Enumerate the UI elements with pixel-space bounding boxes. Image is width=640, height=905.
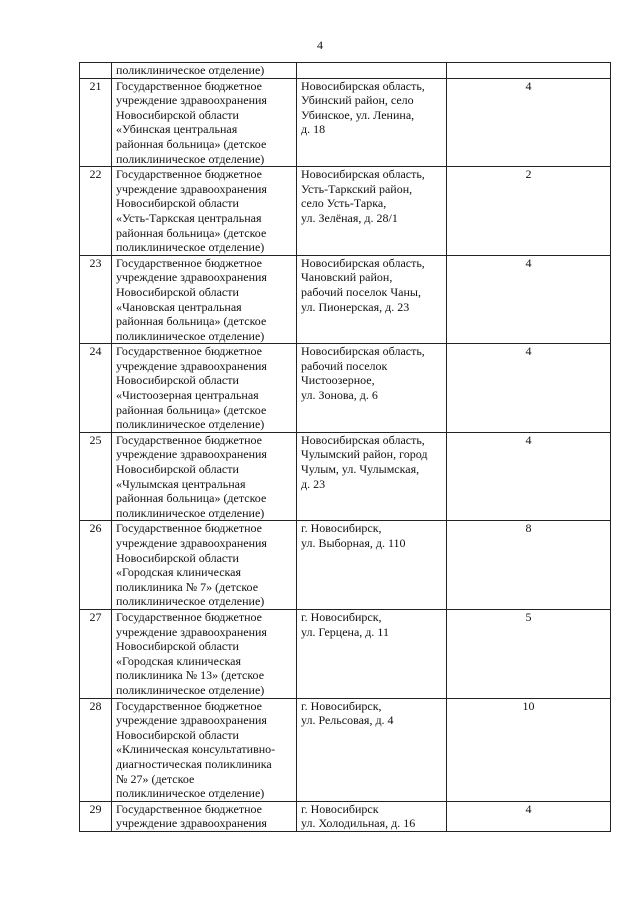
organization-cell: [112, 63, 297, 79]
organization-line: Новосибирской области: [116, 284, 239, 299]
organization-line: «Убинская центральная: [116, 122, 238, 137]
count-cell: 4: [447, 432, 611, 521]
address-line: ул. Пионерская, д. 23: [301, 299, 410, 314]
organization-line: Новосибирской области: [116, 639, 239, 654]
table-row: [80, 255, 611, 344]
organization-line: Новосибирской области: [116, 373, 239, 388]
row-number-cell: 21: [80, 78, 112, 167]
organization-line: «Чановская центральная: [116, 299, 242, 314]
organization-line: «Клиническая консультативно-: [116, 742, 276, 757]
count-cell: 2: [447, 167, 611, 256]
facilities-table-body: [80, 63, 611, 832]
address-cell: [297, 255, 447, 344]
address-cell: [297, 801, 447, 831]
address-line: Новосибирская область,: [301, 255, 425, 270]
organization-line: учреждение здравоохранения: [116, 358, 267, 373]
table-row: [80, 609, 611, 698]
organization-line: Новосибирской области: [116, 462, 239, 477]
organization-line: районная больница» (детское: [116, 225, 267, 240]
count-cell: 10: [447, 698, 611, 801]
address-line: Чановский район,: [301, 270, 393, 285]
organization-line: Новосибирской области: [116, 107, 239, 122]
organization-line: «Городская клиническая: [116, 653, 242, 668]
organization-line: районная больница» (детское: [116, 314, 267, 329]
organization-line: Новосибирской области: [116, 196, 239, 211]
organization-line: учреждение здравоохранения: [116, 270, 267, 285]
address-line: Новосибирская область,: [301, 78, 425, 93]
table-row: [80, 698, 611, 801]
organization-line: поликлиника № 7» (детское: [116, 579, 259, 594]
row-number-cell: 24: [80, 344, 112, 433]
organization-line: Государственное бюджетное: [116, 801, 262, 816]
count-cell: 4: [447, 344, 611, 433]
organization-line: поликлиническое отделение): [116, 505, 265, 520]
organization-line: «Городская клиническая: [116, 565, 242, 580]
row-number-cell: 27: [80, 609, 112, 698]
address-cell: [297, 698, 447, 801]
organization-line: поликлиническое отделение): [116, 328, 265, 343]
organization-cell: [112, 167, 297, 256]
organization-line: поликлиника № 13» (детское: [116, 668, 265, 683]
address-cell: [297, 432, 447, 521]
address-line: ул. Рельсовая, д. 4: [301, 713, 394, 728]
organization-line: Государственное бюджетное: [116, 344, 262, 359]
address-line: д. 23: [301, 476, 326, 491]
address-cell: [297, 521, 447, 610]
address-line: г. Новосибирск,: [301, 698, 382, 713]
count-cell: 5: [447, 609, 611, 698]
address-cell: [297, 78, 447, 167]
organization-line: «Чистоозерная центральная: [116, 388, 259, 403]
address-line: ул. Холодильная, д. 16: [301, 816, 416, 831]
count-cell: 4: [447, 255, 611, 344]
table-row: [80, 167, 611, 256]
row-number-cell: 28: [80, 698, 112, 801]
organization-line: учреждение здравоохранения: [116, 713, 267, 728]
organization-line: поликлиническое отделение): [116, 151, 265, 166]
address-line: Новосибирская область,: [301, 344, 425, 359]
organization-line: Государственное бюджетное: [116, 698, 262, 713]
organization-line: Государственное бюджетное: [116, 78, 262, 93]
organization-cell: [112, 255, 297, 344]
address-cell: [297, 63, 447, 79]
organization-line: Новосибирской области: [116, 550, 239, 565]
address-line: ул. Зонова, д. 6: [301, 388, 378, 403]
table-row-continuation: [80, 63, 611, 79]
organization-cell: [112, 521, 297, 610]
organization-line: учреждение здравоохранения: [116, 536, 267, 550]
organization-line: поликлиническое отделение): [116, 63, 265, 77]
organization-line: Государственное бюджетное: [116, 255, 262, 270]
organization-cell: [112, 801, 297, 831]
organization-line: поликлиническое отделение): [116, 417, 265, 432]
organization-line: учреждение здравоохранения: [116, 93, 267, 108]
table-row: [80, 521, 611, 610]
row-number-cell: 26: [80, 521, 112, 610]
organization-line: районная больница» (детское: [116, 136, 267, 151]
organization-line: поликлиническое отделение): [116, 240, 265, 255]
organization-line: учреждение здравоохранения: [116, 447, 267, 462]
address-line: ул. Зелёная, д. 28/1: [301, 210, 398, 225]
table-row: [80, 801, 611, 831]
row-number-cell: [80, 63, 112, 79]
address-line: Убинский район, село: [301, 93, 414, 108]
table-row: [80, 78, 611, 167]
organization-line: районная больница» (детское: [116, 402, 267, 417]
count-cell: 4: [447, 78, 611, 167]
organization-line: Государственное бюджетное: [116, 521, 262, 536]
row-number-cell: 22: [80, 167, 112, 256]
organization-line: № 27» (детское: [116, 771, 195, 786]
organization-line: Государственное бюджетное: [116, 432, 262, 447]
address-line: г. Новосибирск,: [301, 521, 382, 536]
address-cell: [297, 167, 447, 256]
facilities-table: [79, 62, 611, 832]
organization-cell: [112, 609, 297, 698]
organization-line: Новосибирской области: [116, 727, 239, 742]
organization-line: поликлиническое отделение): [116, 594, 265, 609]
address-cell: [297, 344, 447, 433]
address-line: рабочий поселок: [301, 358, 388, 373]
organization-line: учреждение здравоохранения: [116, 624, 267, 639]
address-line: Чулым, ул. Чулымская,: [301, 462, 420, 477]
page-number: 4: [317, 38, 323, 52]
count-cell: 8: [447, 521, 611, 610]
organization-line: поликлиническое отделение): [116, 682, 265, 697]
table-row: [80, 432, 611, 521]
row-number-cell: 23: [80, 255, 112, 344]
organization-cell: [112, 432, 297, 521]
count-cell: [447, 63, 611, 79]
address-cell: [297, 609, 447, 698]
organization-line: «Чулымская центральная: [116, 476, 246, 491]
row-number-cell: 25: [80, 432, 112, 521]
address-line: г. Новосибирск: [301, 801, 379, 816]
address-line: Убинское, ул. Ленина,: [301, 107, 415, 122]
address-line: Новосибирская область,: [301, 432, 425, 447]
address-line: ул. Выборная, д. 110: [301, 536, 406, 550]
row-number-cell: 29: [80, 801, 112, 831]
organization-line: Государственное бюджетное: [116, 167, 262, 182]
address-line: Новосибирская область,: [301, 167, 425, 182]
organization-cell: [112, 698, 297, 801]
address-line: Усть-Таркский район,: [301, 181, 413, 196]
organization-line: «Усть-Таркская центральная: [116, 210, 262, 225]
organization-line: диагностическая поликлиника: [116, 756, 272, 771]
organization-line: поликлиническое отделение): [116, 786, 265, 801]
organization-line: районная больница» (детское: [116, 491, 267, 506]
address-line: рабочий поселок Чаны,: [301, 284, 421, 299]
count-cell: 4: [447, 801, 611, 831]
organization-line: Государственное бюджетное: [116, 609, 262, 624]
address-line: Чистоозерное,: [301, 373, 375, 388]
organization-cell: [112, 78, 297, 167]
table-row: [80, 344, 611, 433]
organization-cell: [112, 344, 297, 433]
address-line: г. Новосибирск,: [301, 609, 382, 624]
address-line: Чулымский район, город: [301, 447, 428, 462]
address-line: село Усть-Тарка,: [301, 196, 387, 211]
organization-line: учреждение здравоохранения: [116, 181, 267, 196]
address-line: ул. Герцена, д. 11: [301, 624, 389, 639]
address-line: д. 18: [301, 122, 326, 137]
organization-line: учреждение здравоохранения: [116, 816, 267, 831]
